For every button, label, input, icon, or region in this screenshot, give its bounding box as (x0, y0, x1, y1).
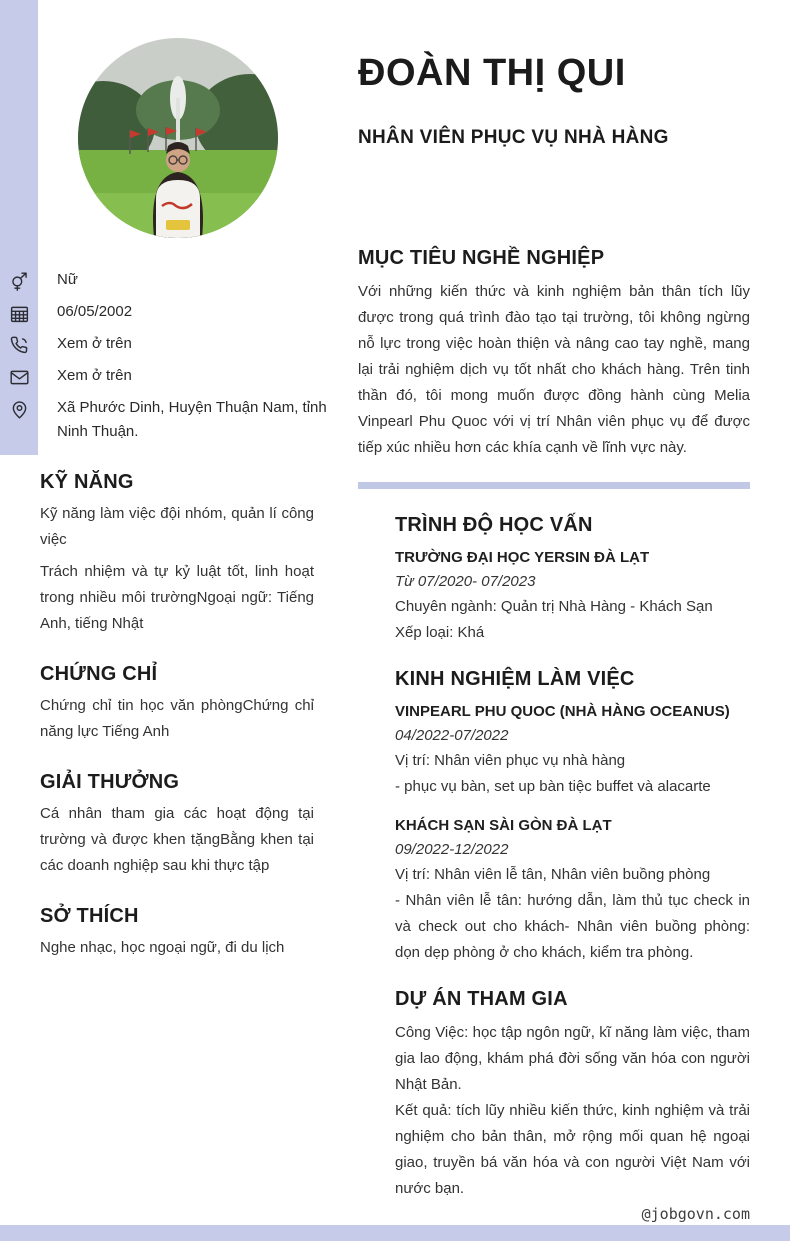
awards-item: Cá nhân tham gia các hoạt động tại trường và được khen tặngBằng khen tại các doanh nghiệp sau khi thực tập (40, 805, 314, 874)
calendar-icon (9, 303, 30, 324)
left-column (40, 469, 314, 961)
phone-icon (9, 335, 30, 356)
experience-period: 09/2022-12/2022 (395, 841, 509, 858)
experience-title: KINH NGHIỆM LÀM VIỆC (395, 668, 635, 690)
company-name: KHÁCH SẠN SÀI GÒN ĐÀ LẠT (395, 817, 612, 834)
location-icon (9, 399, 30, 420)
contact-info-list (9, 268, 345, 444)
section-projects (395, 986, 750, 1202)
skills-title: KỸ NĂNG (40, 471, 134, 493)
section-objective (358, 245, 750, 461)
birthdate-value: 06/05/2002 (57, 303, 133, 320)
objective-title: MỤC TIÊU NGHỀ NGHIỆP (358, 247, 605, 269)
projects-title: DỰ ÁN THAM GIA (395, 988, 568, 1010)
certificates-title: CHỨNG CHỈ (40, 663, 158, 685)
right-sub-sections (395, 512, 750, 1202)
education-entry (395, 546, 750, 646)
watermark: @jobgovn.com (641, 1205, 750, 1223)
experience-position: Vị trí: Nhân viên phục vụ nhà hàng (395, 752, 626, 769)
skills-item: Trách nhiệm và tự kỷ luật tốt, linh hoạt trong nhiều môi trườngNgoại ngữ: Tiếng Anh, tiếng Nhật (40, 563, 314, 632)
profile-photo-placeholder (78, 38, 278, 238)
header (358, 50, 758, 150)
address-value: Xã Phước Dinh, Huyện Thuận Nam, tỉnh Ninh Thuận. (57, 399, 327, 440)
section-awards (40, 769, 314, 879)
section-education (395, 512, 750, 646)
email-value: Xem ở trên (57, 367, 132, 384)
education-title: TRÌNH ĐỘ HỌC VẤN (395, 514, 593, 536)
section-experience (395, 666, 750, 966)
contact-row-gender (9, 268, 345, 300)
right-column (358, 245, 750, 1202)
mail-icon (9, 367, 30, 388)
projects-line: Kết quả: tích lũy nhiều kiến thức, kinh nghiệm và trải nghiệm cho bản thân, mở rộng mối quan hệ ngoại giao, truyền bá văn hóa và con người Việt Nam với nước bạn. (395, 1102, 750, 1197)
education-period: Từ 07/2020- 07/2023 (395, 573, 536, 590)
contact-row-address (9, 396, 345, 444)
education-grade: Xếp loại: Khá (395, 624, 485, 641)
projects-body (395, 1020, 750, 1202)
contact-row-birthdate (9, 300, 345, 332)
experience-entry (395, 700, 750, 800)
awards-title: GIẢI THƯỞNG (40, 771, 180, 793)
gender-icon (9, 271, 30, 292)
candidate-name: ĐOÀN THỊ QUI (358, 52, 626, 94)
phone-value: Xem ở trên (57, 335, 132, 352)
objective-body: Với những kiến thức và kinh nghiệm bản thân tích lũy được trong quá trình đào tạo tại trường, tôi không ngừng nỗ lực trong việc hoàn thiện và nâng cao tay nghề, mang lại trải nghiệm dịch vụ tốt nhất cho khách hàng. Trên tinh thần đó, tôi mong muốn được đồng hành cùng Melia Vinpearl Phu Quoc với vị trí Nhân viên phục vụ để được tiếp xúc nhiều hơn các khía cạnh về lĩnh vực này. (358, 283, 750, 456)
experience-entry (395, 814, 750, 966)
company-name: VINPEARL PHU QUOC (NHÀ HÀNG OCEANUS) (395, 703, 730, 720)
certificates-item: Chứng chỉ tin học văn phòngChứng chỉ năng lực Tiếng Anh (40, 697, 314, 740)
experience-detail: - phục vụ bàn, set up bàn tiệc buffet và alacarte (395, 778, 711, 795)
section-certificates (40, 661, 314, 745)
section-divider (358, 482, 750, 489)
experience-detail: - Nhân viên lễ tân: hướng dẫn, làm thủ tục check in và check out cho khách- Nhân viên buồng phòng: dọn dẹp phòng ở cho khách, kiểm tra phòng. (395, 892, 750, 961)
hobbies-item: Nghe nhạc, học ngoại ngữ, đi du lịch (40, 939, 285, 956)
contact-row-email (9, 364, 345, 396)
skills-item: Kỹ năng làm việc đội nhóm, quản lí công việc (40, 505, 314, 548)
school-name: TRƯỜNG ĐẠI HỌC YERSIN ĐÀ LẠT (395, 549, 650, 566)
hobbies-title: SỞ THÍCH (40, 905, 139, 927)
profile-photo (78, 38, 278, 238)
section-hobbies (40, 903, 314, 961)
section-skills (40, 469, 314, 637)
contact-row-phone (9, 332, 345, 364)
education-major: Chuyên ngành: Quản trị Nhà Hàng - Khách Sạn (395, 598, 713, 615)
experience-position: Vị trí: Nhân viên lễ tân, Nhân viên buồng phòng (395, 866, 711, 883)
projects-line: Công Việc: học tập ngôn ngữ, kĩ năng làm việc, tham gia lao động, khám phá đời sống văn hóa con người Nhật Bản. (395, 1024, 750, 1093)
gender-value: Nữ (57, 271, 78, 288)
experience-period: 04/2022-07/2022 (395, 727, 509, 744)
job-title: NHÂN VIÊN PHỤC VỤ NHÀ HÀNG (358, 127, 669, 148)
accent-bottom-bar (0, 1225, 790, 1241)
